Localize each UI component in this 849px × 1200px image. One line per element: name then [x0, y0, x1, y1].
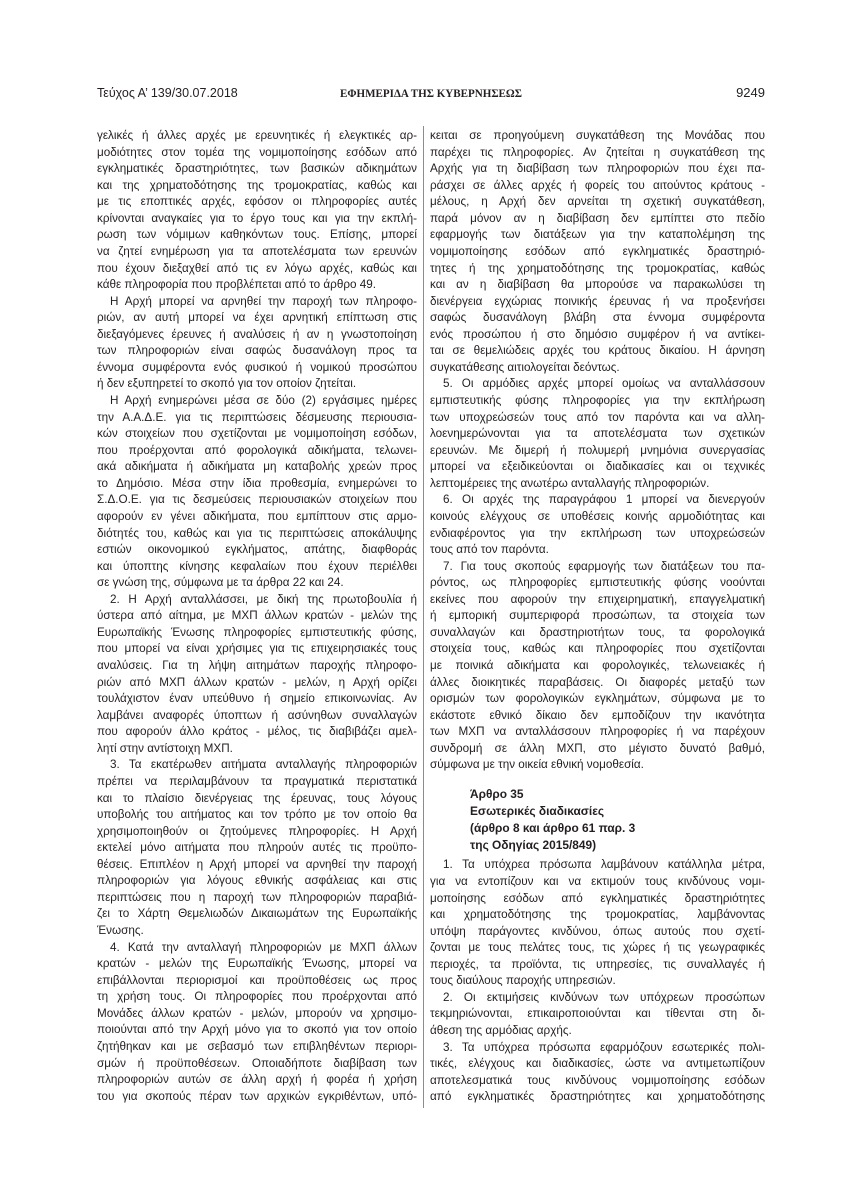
text-line: αναλύσεις. Για τη λήψη αιτημάτων παροχής πληροφο- — [97, 659, 417, 672]
text-line: υπόψη παράγοντες κινδύνου, όπως αυτούς που σχετί- — [430, 924, 765, 938]
text-line: και χρηματοδότησης της τρομοκρατίας, λαμβάνοντας — [430, 908, 765, 922]
text-line: υποβολής του αιτήματος και τον τρόπο με τον οποίο θα — [97, 808, 417, 822]
text-line: χρησιμοποιηθούν οι ζητούμενες πληροφορίες. Η Αρχή — [97, 824, 417, 838]
paragraph — [430, 559, 765, 774]
text-line: την Α.Α.Δ.Ε. για τις περιπτώσεις δέσμευσης περιουσια- — [97, 410, 417, 424]
text-line: εμπιστευτικής φύσης πληροφορίες για την εκπλήρωση — [430, 394, 765, 407]
article-reference: της Οδηγίας 2015/849) — [470, 838, 597, 853]
right-column-text — [430, 128, 765, 774]
text-line: διότητές του, καθώς και για τις περιπτώσεις αποκάλυψης — [97, 526, 417, 540]
text-line: 2. Οι εκτιμήσεις κινδύνων των υπόχρεων προσώπων — [443, 990, 765, 1004]
text-line: μοδιότητες στον τομέα της νομιμοποίησης εσόδων από — [97, 145, 417, 159]
text-line: από εγκληματικές δραστηριότητες και χρηματοδότησης — [430, 1090, 765, 1104]
text-line: ερευνών. Με διμερή ή πολυμερή μνημόνια συνεργασίας — [430, 443, 765, 457]
gazette-title: ΕΦΗΜΕΡΙΔΑ ΤΗΣ ΚΥΒΕΡΝΗΣΕΩΣ — [340, 86, 522, 100]
text-line: ή δεν εξυπηρετεί το σκοπό για τον οποίον ζητείται. — [97, 377, 357, 391]
text-line: ύστερα από αίτημα, με ΜΧΠ άλλων κρατών - μελών της — [97, 609, 417, 623]
text-line: να ζητεί ενημέρωση για τα αποτελέσματα των ερευνών — [97, 244, 417, 258]
text-line: επιβάλλονται περιορισμοί και προϋποθέσεις ως προς — [97, 973, 417, 987]
text-line: των υποχρεώσεών τους από τον παρόντα και να αλλη- — [430, 410, 765, 424]
text-line: κάθε πληροφορία που προβλέπεται από το άρθρο 49. — [97, 278, 376, 292]
article-reference: (άρθρο 8 και άρθρο 61 παρ. 3 — [470, 821, 636, 836]
paragraph — [430, 376, 765, 492]
text-line: συνδρομή σε άλλη ΜΧΠ, στο μέγιστο δυνατό βαθμό, — [430, 741, 765, 755]
paragraph — [97, 294, 417, 393]
text-line: ριών από ΜΧΠ άλλων κρατών - μελών, η Αρχή ορίζει — [97, 675, 417, 689]
paragraph — [97, 128, 417, 294]
text-line: άθεση της αρμόδιας αρχής. — [430, 1024, 572, 1038]
text-line: ορισμών των φορολογικών εγκλημάτων, σύμφωνα με το — [430, 692, 765, 706]
text-line: με τις εποπτικές αρχές, εφόσον οι πληροφορίες αυτές — [97, 195, 417, 209]
text-line: Σ.Δ.Ο.Ε. για τις δεσμεύσεις περιουσιακών στοιχείων που — [97, 493, 417, 507]
text-line: ζει το Χάρτη Θεμελιωδών Δικαιωμάτων της Ευρωπαϊκής — [97, 907, 417, 921]
text-line: νομιμοποίησης εσόδων από εγκληματικές δραστηριό- — [430, 244, 765, 258]
page-number: 9249 — [736, 85, 765, 100]
text-line: στοιχεία τους, καθώς και πληροφορίες που σχετίζονται — [430, 642, 765, 656]
text-line: ράσχει σε άλλες αρχές ή φορείς του αιτούντος κράτους - — [430, 178, 765, 192]
text-line: θέσεις. Επιπλέον η Αρχή μπορεί να αρνηθεί την παροχή — [97, 857, 417, 871]
text-line: που μπορεί να είναι χρήσιμες για τις επιχειρησιακές τους — [97, 642, 417, 656]
text-line: περιοχές, τα προϊόντα, τις υπηρεσίες, τις συναλλαγές ή — [430, 957, 765, 971]
text-line: Η Αρχή μπορεί να αρνηθεί την παροχή των πληροφο- — [110, 294, 417, 308]
text-line: που προέρχονται από φορολογικά αδικήματα, τελωνει- — [97, 443, 417, 457]
text-line: Ευρωπαϊκής Ένωσης πληροφορίες εμπιστευτικής φύσης, — [97, 625, 417, 639]
text-line: πληροφοριών αυτών σε άλλη αρχή ή φορέα ή χρήση — [97, 1073, 417, 1087]
text-line: του για σκοπούς πέραν των αρχικών εγκριθέντων, υπό- — [97, 1089, 417, 1103]
text-line: αφορούν εν γένει αδικήματα, που εμπίπτουν στις αρμο- — [97, 509, 417, 523]
text-line: το Δημόσιο. Μέσα στην ίδια προθεσμία, ενημερώνει το — [97, 476, 417, 490]
text-line: 4. Κατά την ανταλλαγή πληροφοριών με ΜΧΠ άλλων — [110, 940, 417, 954]
text-line: διεξαγόμενες έρευνες ή αναλύσεις ή αν η γνωστοποίηση — [97, 327, 417, 341]
text-line: έννομα συμφέροντα ενός φυσικού ή νομικού προσώπου — [97, 360, 417, 374]
text-line: ζονται με τους πελάτες τους, τις χώρες ή τις γεωγραφικές — [430, 941, 765, 955]
text-line: 3. Τα εκατέρωθεν αιτήματα ανταλλαγής πληροφοριών — [110, 758, 417, 772]
text-line: μέλους, η Αρχή δεν αρνείται τη σχετική συγκατάθεση, — [430, 195, 765, 209]
column-divider — [423, 126, 424, 1108]
text-line: συγκατάθεσης αιτιολογείται δεόντως. — [430, 360, 620, 374]
left-column — [97, 128, 417, 1105]
paragraph — [97, 757, 417, 939]
text-line: κών στοιχείων που σχετίζονται με νομιμοποίηση εσόδων, — [97, 427, 417, 441]
right-column — [430, 128, 765, 1106]
text-line: τεκμηριώνονται, επικαιροποιούνται και τίθενται στη δι- — [430, 1007, 765, 1021]
text-line: παρέχει τις πληροφορίες. Αν ζητείται η συγκατάθεση της — [430, 145, 765, 159]
paragraph — [430, 1040, 765, 1106]
text-line: κρίνονται αναγκαίες για το έργο τους και για την εκπλή- — [97, 211, 417, 225]
text-line: πρέπει να περιλαμβάνουν τα πραγματικά περιστατικά — [97, 774, 417, 788]
text-line: τη χρήση τους. Οι πληροφορίες που προέρχονται από — [97, 990, 417, 1004]
text-line: 3. Τα υπόχρεα πρόσωπα εφαρμόζουν εσωτερικές πολι- — [443, 1040, 765, 1054]
text-line: εκάστοτε εθνικό δίκαιο δεν εμποδίζουν την ικανότητα — [430, 708, 765, 722]
paragraph — [430, 857, 765, 990]
text-line: λοενημερώνονται για τα αποτελέσματα των σχετικών — [430, 427, 765, 441]
text-line: διενέργεια εγχώριας ποινικής έρευνας ή να προξενήσει — [430, 294, 765, 308]
text-line: 6. Οι αρχές της παραγράφου 1 μπορεί να διενεργούν — [443, 493, 765, 507]
text-line: ή εμπορική συμπεριφορά προσώπων, τα στοιχεία των — [430, 609, 765, 623]
text-line: εγκληματικές δραστηριότητες, των βασικών αδικημάτων — [97, 162, 417, 176]
text-line: τους διαύλους παροχής υπηρεσιών. — [430, 974, 616, 988]
paragraph — [430, 492, 765, 558]
text-line: εκείνες που αφορούν την επιχειρηματική, επαγγελματική — [430, 592, 765, 606]
text-line: και αν η διαβίβαση θα μπορούσε να παρακωλύσει τη — [430, 278, 765, 292]
text-line: ενός προσώπου ή στο δημόσιο συμφέρον ή να αντίκει- — [430, 327, 765, 341]
text-line: εκτελεί μόνο αιτήματα που πληρούν αυτές τις προϋπο- — [97, 841, 417, 855]
text-line: και ύποπτης κίνησης κεφαλαίων που έχουν περιέλθει — [97, 559, 417, 573]
text-line: ριών, αν αυτή μπορεί να έχει αρνητική επίπτωση στις — [97, 311, 417, 325]
text-line: αποτελεσματικά τους κινδύνους νομιμοποίησης εσόδων — [430, 1073, 765, 1087]
text-line: γελικές ή άλλες αρχές με ερευνητικές ή ελεγκτικές αρ- — [97, 129, 417, 142]
text-line: που έχουν διεξαχθεί από τις εν λόγω αρχές, καθώς και — [97, 261, 417, 275]
text-line: άλλες διοικητικές παραβάσεις. Οι διαφορές μεταξύ των — [430, 675, 765, 689]
text-line: και το πλαίσιο διενέργειας της έρευνας, τους λόγους — [97, 791, 417, 805]
text-line: ενδιαφέροντος για την εκπλήρωση των υποχρεώσεών — [430, 526, 765, 540]
text-line: Μονάδες άλλων κρατών - μελών, μπορούν να χρησιμο- — [97, 1006, 417, 1020]
article-body — [430, 857, 765, 1105]
text-line: των πληροφοριών είναι σαφώς δυσανάλογη προς τα — [97, 344, 417, 358]
text-line: μπορεί να εξειδικεύονται οι διαδικασίες και οι τεχνικές — [430, 460, 765, 474]
text-line: ποιούνται από την Αρχή μόνο για το σκοπό για τον οποίο — [97, 1023, 417, 1037]
text-line: λεπτομέρειες της ανωτέρω ανταλλαγής πληροφοριών. — [430, 476, 710, 490]
text-line: σμών ή προϋποθέσεων. Οποιαδήποτε διαβίβαση των — [97, 1056, 417, 1070]
paragraph — [430, 990, 765, 1040]
text-line: κειται σε προηγούμενη συγκατάθεση της Μονάδας που — [430, 129, 765, 142]
text-line: ται σε θεμελιώδεις αρχές του κράτους δικαίου. Η άρνηση — [430, 344, 765, 358]
text-line: με ποινικά αδικήματα και φορολογικές, τελωνειακές ή — [430, 659, 765, 672]
text-line: και της χρηματοδότησης της τρομοκρατίας, καθώς και — [97, 178, 417, 192]
text-line: πληροφοριών για λόγους εθνικής ασφάλειας και στις — [97, 874, 417, 888]
text-line: Ένωσης. — [97, 924, 144, 937]
paragraph — [97, 592, 417, 758]
text-line: τητες ή της χρηματοδότησης της τρομοκρατίας, καθώς — [430, 261, 765, 275]
text-line: λαμβάνει αναφορές ύποπτων ή ασύνηθων συναλλαγών — [97, 708, 417, 722]
text-line: ρωση των νόμιμων καθηκόντων τους. Επίσης, μπορεί — [97, 228, 417, 242]
article-title: Εσωτερικές διαδικασίες — [470, 804, 605, 819]
text-line: για να εντοπίζουν και να εκτιμούν τους κινδύνους νομι- — [430, 874, 765, 888]
text-line: ζητήθηκαν και με σεβασμό των επιβληθέντων περιορι- — [97, 1039, 417, 1053]
article-number: Άρθρο 35 — [470, 787, 524, 802]
text-line: που αφορούν άλλο κράτος - μέλος, τις διαβιβάζει αμελ- — [97, 725, 417, 739]
paragraph — [97, 393, 417, 592]
text-line: 5. Οι αρμόδιες αρχές μπορεί ομοίως να ανταλλάσσουν — [443, 377, 765, 391]
text-line: 1. Τα υπόχρεα πρόσωπα λαμβάνουν κατάλληλα μέτρα, — [443, 858, 765, 872]
text-line: σύμφωνα με την οικεία εθνική νομοθεσία. — [430, 758, 644, 772]
text-line: ακά αδικήματα ή αδικήματα μη καταβολής χρεών προς — [97, 460, 417, 474]
text-line: σαφώς δυσανάλογη βλάβη στα έννομα συμφέροντα — [430, 311, 765, 325]
text-line: συναλλαγών και δραστηριοτήτων τους, τα φορολογικά — [430, 625, 765, 639]
text-line: τουλάχιστον έναν υπεύθυνο ή σημείο επικοινωνίας. Αν — [97, 692, 417, 706]
text-line: κρατών - μελών της Ευρωπαϊκής Ένωσης, μπορεί να — [97, 957, 417, 971]
text-line: λητί στην αντίστοιχη ΜΧΠ. — [97, 741, 233, 755]
text-line: Η Αρχή ενημερώνει μέσα σε δύο (2) εργάσιμες ημέρες — [110, 394, 417, 407]
issue-label: Τεύχος Α’ 139/30.07.2018 — [97, 86, 238, 100]
text-line: των ΜΧΠ να ανταλλάσσουν πληροφορίες ή να παρέχουν — [430, 725, 765, 739]
text-line: τικές, ελέγχους και διαδικασίες, ώστε να αντιμετωπίζουν — [430, 1057, 765, 1071]
text-line: Αρχής για τη διαβίβαση των πληροφοριών που έχει πα- — [430, 162, 765, 176]
article-heading — [470, 786, 765, 854]
text-line: κοινούς ελέγχους σε υποθέσεις κοινής αρμοδιότητας και — [430, 509, 765, 523]
text-line: 2. Η Αρχή ανταλλάσσει, με δική της πρωτοβουλία ή — [110, 592, 417, 606]
text-line: μοποίησης εσόδων από εγκληματικές δραστηριότητες — [430, 891, 765, 905]
text-line: ρόντος, ως πληροφορίες εμπιστευτικής φύσης νοούνται — [430, 576, 765, 590]
text-line: τους από τον παρόντα. — [430, 543, 549, 557]
text-line: εστιών οικονομικού εγκλήματος, απάτης, διαφθοράς — [97, 543, 417, 557]
paragraph — [97, 940, 417, 1106]
text-line: 7. Για τους σκοπούς εφαρμογής των διατάξεων του πα- — [443, 559, 765, 573]
text-line: εφαρμογής των διατάξεων για την καταπολέμηση της — [430, 228, 765, 242]
paragraph — [430, 128, 765, 376]
text-line: παρά μόνον αν η διαβίβαση δεν εμπίπτει στο πεδίο — [430, 211, 765, 225]
text-line: σε γνώση της, σύμφωνα με τα άρθρα 22 και 24. — [97, 576, 344, 590]
text-line: περιπτώσεις που η παροχή των πληροφοριών παραβιά- — [97, 890, 417, 904]
